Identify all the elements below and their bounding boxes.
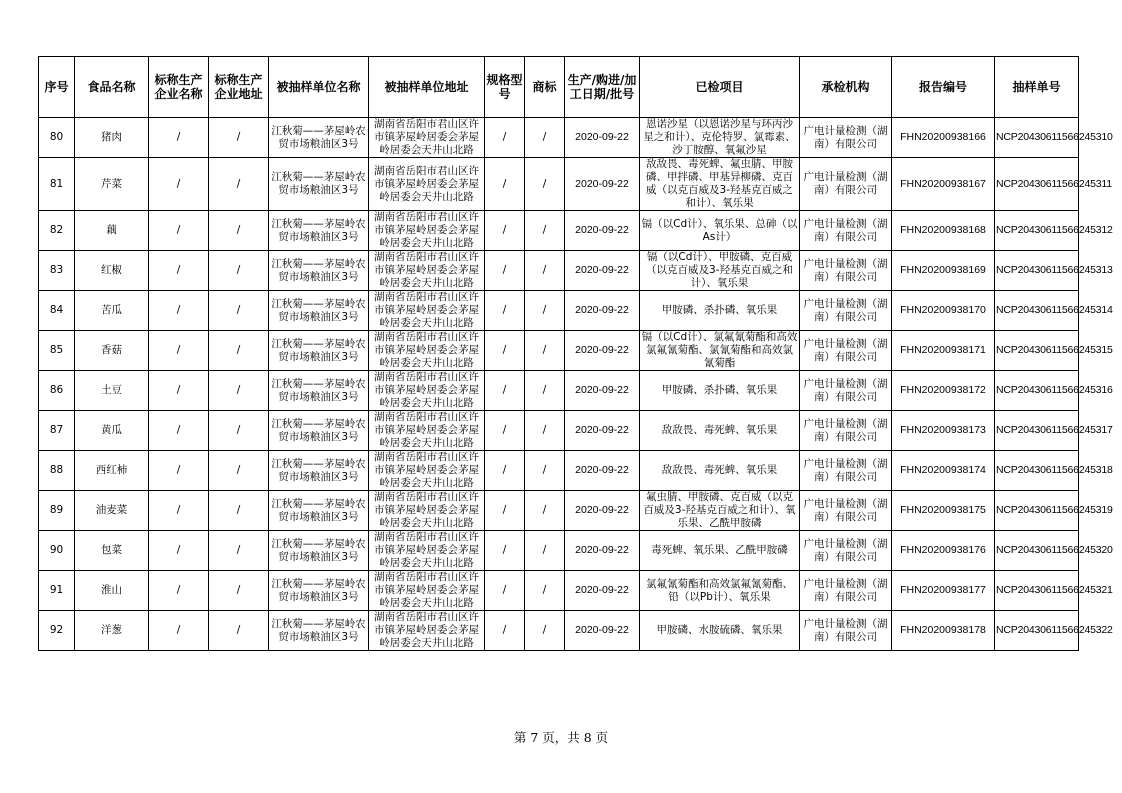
cell-food: 猪肉 <box>75 118 149 158</box>
table-row <box>39 211 1079 251</box>
cell-date: 2020-09-22 <box>565 291 640 331</box>
cell-report: FHN20200938172 <box>892 371 995 411</box>
cell-items: 甲胺磷、水胺硫磷、氧乐果 <box>640 611 800 651</box>
table-row <box>39 571 1079 611</box>
cell-sample: NCP20430611566245319 <box>995 491 1079 531</box>
header-food: 食品名称 <box>75 57 149 118</box>
cell-mfr-name: / <box>149 371 209 411</box>
cell-lab: 广电计量检测（湖南）有限公司 <box>800 491 892 531</box>
cell-brand: / <box>525 411 565 451</box>
cell-report: FHN20200938174 <box>892 451 995 491</box>
cell-brand: / <box>525 251 565 291</box>
cell-unit-addr: 湖南省岳阳市君山区许市镇茅屋岭居委会茅屋岭居委会天井山北路 <box>369 158 485 211</box>
cell-date: 2020-09-22 <box>565 411 640 451</box>
cell-report: FHN20200938176 <box>892 531 995 571</box>
cell-mfr-name: / <box>149 411 209 451</box>
table-row <box>39 118 1079 158</box>
cell-unit-name: 江秋菊——茅屋岭农贸市场粮油区3号 <box>269 571 369 611</box>
cell-mfr-name: / <box>149 118 209 158</box>
cell-mfr-addr: / <box>209 611 269 651</box>
cell-sample: NCP20430611566245316 <box>995 371 1079 411</box>
cell-spec: / <box>485 411 525 451</box>
table-row <box>39 331 1079 371</box>
cell-date: 2020-09-22 <box>565 331 640 371</box>
cell-food: 土豆 <box>75 371 149 411</box>
header-no: 序号 <box>39 57 75 118</box>
cell-unit-name: 江秋菊——茅屋岭农贸市场粮油区3号 <box>269 211 369 251</box>
cell-food: 淮山 <box>75 571 149 611</box>
cell-brand: / <box>525 371 565 411</box>
cell-mfr-addr: / <box>209 158 269 211</box>
cell-mfr-addr: / <box>209 251 269 291</box>
cell-date: 2020-09-22 <box>565 571 640 611</box>
cell-no: 91 <box>39 571 75 611</box>
cell-date: 2020-09-22 <box>565 491 640 531</box>
cell-sample: NCP20430611566245318 <box>995 451 1079 491</box>
cell-lab: 广电计量检测（湖南）有限公司 <box>800 158 892 211</box>
table-row <box>39 371 1079 411</box>
cell-date: 2020-09-22 <box>565 371 640 411</box>
cell-mfr-name: / <box>149 611 209 651</box>
cell-report: FHN20200938166 <box>892 118 995 158</box>
cell-unit-addr: 湖南省岳阳市君山区许市镇茅屋岭居委会茅屋岭居委会天井山北路 <box>369 411 485 451</box>
cell-no: 82 <box>39 211 75 251</box>
table-row <box>39 158 1079 211</box>
cell-unit-name: 江秋菊——茅屋岭农贸市场粮油区3号 <box>269 491 369 531</box>
cell-food: 包菜 <box>75 531 149 571</box>
cell-unit-name: 江秋菊——茅屋岭农贸市场粮油区3号 <box>269 531 369 571</box>
cell-brand: / <box>525 451 565 491</box>
cell-no: 85 <box>39 331 75 371</box>
table-row <box>39 491 1079 531</box>
cell-date: 2020-09-22 <box>565 451 640 491</box>
cell-no: 88 <box>39 451 75 491</box>
cell-unit-addr: 湖南省岳阳市君山区许市镇茅屋岭居委会茅屋岭居委会天井山北路 <box>369 251 485 291</box>
cell-report: FHN20200938175 <box>892 491 995 531</box>
cell-unit-addr: 湖南省岳阳市君山区许市镇茅屋岭居委会茅屋岭居委会天井山北路 <box>369 531 485 571</box>
cell-items: 甲胺磷、杀扑磷、氧乐果 <box>640 371 800 411</box>
inspection-table <box>38 56 1113 651</box>
cell-no: 92 <box>39 611 75 651</box>
cell-unit-name: 江秋菊——茅屋岭农贸市场粮油区3号 <box>269 251 369 291</box>
header-date: 生产/购进/加工日期/批号 <box>565 57 640 118</box>
cell-mfr-addr: / <box>209 118 269 158</box>
cell-mfr-addr: / <box>209 371 269 411</box>
cell-brand: / <box>525 118 565 158</box>
cell-mfr-name: / <box>149 531 209 571</box>
cell-no: 84 <box>39 291 75 331</box>
cell-food: 西红柿 <box>75 451 149 491</box>
cell-brand: / <box>525 611 565 651</box>
cell-no: 86 <box>39 371 75 411</box>
cell-no: 87 <box>39 411 75 451</box>
cell-spec: / <box>485 371 525 411</box>
cell-items: 甲胺磷、杀扑磷、氧乐果 <box>640 291 800 331</box>
cell-spec: / <box>485 118 525 158</box>
cell-lab: 广电计量检测（湖南）有限公司 <box>800 451 892 491</box>
cell-spec: / <box>485 451 525 491</box>
table-row <box>39 611 1079 651</box>
cell-mfr-addr: / <box>209 211 269 251</box>
cell-food: 油麦菜 <box>75 491 149 531</box>
header-brand: 商标 <box>525 57 565 118</box>
cell-report: FHN20200938177 <box>892 571 995 611</box>
cell-mfr-name: / <box>149 571 209 611</box>
cell-unit-addr: 湖南省岳阳市君山区许市镇茅屋岭居委会茅屋岭居委会天井山北路 <box>369 571 485 611</box>
cell-sample: NCP20430611566245314 <box>995 291 1079 331</box>
cell-spec: / <box>485 531 525 571</box>
cell-spec: / <box>485 571 525 611</box>
cell-mfr-name: / <box>149 331 209 371</box>
cell-brand: / <box>525 491 565 531</box>
cell-date: 2020-09-22 <box>565 211 640 251</box>
cell-report: FHN20200938170 <box>892 291 995 331</box>
cell-brand: / <box>525 571 565 611</box>
cell-sample: NCP20430611566245313 <box>995 251 1079 291</box>
cell-lab: 广电计量检测（湖南）有限公司 <box>800 571 892 611</box>
page-footer: 第 7 页，共 8 页 <box>513 730 609 745</box>
cell-sample: NCP20430611566245320 <box>995 531 1079 571</box>
cell-unit-addr: 湖南省岳阳市君山区许市镇茅屋岭居委会茅屋岭居委会天井山北路 <box>369 491 485 531</box>
cell-unit-addr: 湖南省岳阳市君山区许市镇茅屋岭居委会茅屋岭居委会天井山北路 <box>369 331 485 371</box>
cell-items: 镉（以Cd计）、氧乐果、总砷（以As计） <box>640 211 800 251</box>
cell-lab: 广电计量检测（湖南）有限公司 <box>800 291 892 331</box>
header-unit-addr: 被抽样单位地址 <box>369 57 485 118</box>
cell-spec: / <box>485 611 525 651</box>
header-sample: 抽样单号 <box>995 57 1079 118</box>
cell-food: 红椒 <box>75 251 149 291</box>
cell-brand: / <box>525 531 565 571</box>
cell-report: FHN20200938168 <box>892 211 995 251</box>
cell-report: FHN20200938169 <box>892 251 995 291</box>
cell-unit-name: 江秋菊——茅屋岭农贸市场粮油区3号 <box>269 291 369 331</box>
cell-no: 81 <box>39 158 75 211</box>
cell-items: 镉（以Cd计）、甲胺磷、克百威（以克百威及3-羟基克百威之和计）、氧乐果 <box>640 251 800 291</box>
cell-date: 2020-09-22 <box>565 531 640 571</box>
cell-report: FHN20200938171 <box>892 331 995 371</box>
cell-lab: 广电计量检测（湖南）有限公司 <box>800 411 892 451</box>
table-row <box>39 411 1079 451</box>
cell-sample: NCP20430611566245312 <box>995 211 1079 251</box>
cell-spec: / <box>485 331 525 371</box>
cell-food: 洋葱 <box>75 611 149 651</box>
cell-no: 90 <box>39 531 75 571</box>
cell-unit-name: 江秋菊——茅屋岭农贸市场粮油区3号 <box>269 411 369 451</box>
cell-mfr-name: / <box>149 211 209 251</box>
cell-sample: NCP20430611566245311 <box>995 158 1079 211</box>
header-report: 报告编号 <box>892 57 995 118</box>
cell-unit-name: 江秋菊——茅屋岭农贸市场粮油区3号 <box>269 158 369 211</box>
cell-unit-name: 江秋菊——茅屋岭农贸市场粮油区3号 <box>269 611 369 651</box>
cell-mfr-addr: / <box>209 571 269 611</box>
cell-food: 香菇 <box>75 331 149 371</box>
cell-items: 氟虫腈、甲胺磷、克百威（以克百威及3-羟基克百威之和计）、氧乐果、乙酰甲胺磷 <box>640 491 800 531</box>
cell-brand: / <box>525 331 565 371</box>
header-unit-name: 被抽样单位名称 <box>269 57 369 118</box>
cell-items: 恩诺沙星（以恩诺沙星与环丙沙星之和计）、克伦特罗、氯霉素、沙丁胺醇、氧氟沙星 <box>640 118 800 158</box>
cell-food: 苦瓜 <box>75 291 149 331</box>
cell-lab: 广电计量检测（湖南）有限公司 <box>800 611 892 651</box>
header-mfr-name: 标称生产企业名称 <box>149 57 209 118</box>
cell-no: 89 <box>39 491 75 531</box>
cell-lab: 广电计量检测（湖南）有限公司 <box>800 251 892 291</box>
table-header-row <box>39 57 1079 118</box>
cell-mfr-name: / <box>149 451 209 491</box>
cell-report: FHN20200938178 <box>892 611 995 651</box>
cell-lab: 广电计量检测（湖南）有限公司 <box>800 331 892 371</box>
cell-date: 2020-09-22 <box>565 251 640 291</box>
cell-mfr-addr: / <box>209 491 269 531</box>
cell-food: 藕 <box>75 211 149 251</box>
cell-mfr-name: / <box>149 251 209 291</box>
cell-unit-name: 江秋菊——茅屋岭农贸市场粮油区3号 <box>269 331 369 371</box>
cell-brand: / <box>525 291 565 331</box>
cell-no: 83 <box>39 251 75 291</box>
header-items: 已检项目 <box>640 57 800 118</box>
cell-mfr-name: / <box>149 158 209 211</box>
cell-items: 毒死蜱、氧乐果、乙酰甲胺磷 <box>640 531 800 571</box>
cell-date: 2020-09-22 <box>565 158 640 211</box>
cell-report: FHN20200938173 <box>892 411 995 451</box>
cell-unit-name: 江秋菊——茅屋岭农贸市场粮油区3号 <box>269 451 369 491</box>
cell-unit-addr: 湖南省岳阳市君山区许市镇茅屋岭居委会茅屋岭居委会天井山北路 <box>369 118 485 158</box>
cell-date: 2020-09-22 <box>565 118 640 158</box>
cell-unit-addr: 湖南省岳阳市君山区许市镇茅屋岭居委会茅屋岭居委会天井山北路 <box>369 451 485 491</box>
cell-food: 黄瓜 <box>75 411 149 451</box>
cell-spec: / <box>485 158 525 211</box>
cell-spec: / <box>485 251 525 291</box>
cell-sample: NCP20430611566245322 <box>995 611 1079 651</box>
cell-date: 2020-09-22 <box>565 611 640 651</box>
cell-spec: / <box>485 491 525 531</box>
cell-mfr-name: / <box>149 491 209 531</box>
cell-mfr-addr: / <box>209 291 269 331</box>
cell-unit-addr: 湖南省岳阳市君山区许市镇茅屋岭居委会茅屋岭居委会天井山北路 <box>369 611 485 651</box>
cell-items: 氯氟氰菊酯和高效氯氟氰菊酯、铅（以Pb计）、氧乐果 <box>640 571 800 611</box>
cell-mfr-addr: / <box>209 531 269 571</box>
cell-brand: / <box>525 158 565 211</box>
cell-mfr-addr: / <box>209 331 269 371</box>
table-row <box>39 531 1079 571</box>
table-row <box>39 451 1079 491</box>
cell-unit-name: 江秋菊——茅屋岭农贸市场粮油区3号 <box>269 118 369 158</box>
cell-lab: 广电计量检测（湖南）有限公司 <box>800 118 892 158</box>
header-spec: 规格型号 <box>485 57 525 118</box>
cell-items: 敌敌畏、毒死蜱、氟虫腈、甲胺磷、甲拌磷、甲基异柳磷、克百威（以克百威及3-羟基克百威之和计）、氧乐果 <box>640 158 800 211</box>
cell-items: 敌敌畏、毒死蜱、氧乐果 <box>640 451 800 491</box>
cell-sample: NCP20430611566245317 <box>995 411 1079 451</box>
cell-brand: / <box>525 211 565 251</box>
cell-unit-addr: 湖南省岳阳市君山区许市镇茅屋岭居委会茅屋岭居委会天井山北路 <box>369 291 485 331</box>
cell-food: 芹菜 <box>75 158 149 211</box>
table-row <box>39 251 1079 291</box>
cell-mfr-name: / <box>149 291 209 331</box>
cell-unit-addr: 湖南省岳阳市君山区许市镇茅屋岭居委会茅屋岭居委会天井山北路 <box>369 371 485 411</box>
cell-spec: / <box>485 211 525 251</box>
cell-items: 镉（以Cd计）、氯氟氰菊酯和高效氯氟氰菊酯、氯氰菊酯和高效氯氰菊酯 <box>640 331 800 371</box>
cell-items: 敌敌畏、毒死蜱、氧乐果 <box>640 411 800 451</box>
cell-mfr-addr: / <box>209 411 269 451</box>
cell-lab: 广电计量检测（湖南）有限公司 <box>800 371 892 411</box>
table-row <box>39 291 1079 331</box>
cell-lab: 广电计量检测（湖南）有限公司 <box>800 531 892 571</box>
cell-sample: NCP20430611566245310 <box>995 118 1079 158</box>
cell-mfr-addr: / <box>209 451 269 491</box>
cell-lab: 广电计量检测（湖南）有限公司 <box>800 211 892 251</box>
cell-sample: NCP20430611566245321 <box>995 571 1079 611</box>
header-lab: 承检机构 <box>800 57 892 118</box>
cell-spec: / <box>485 291 525 331</box>
header-mfr-addr: 标称生产企业地址 <box>209 57 269 118</box>
cell-report: FHN20200938167 <box>892 158 995 211</box>
cell-unit-name: 江秋菊——茅屋岭农贸市场粮油区3号 <box>269 371 369 411</box>
cell-no: 80 <box>39 118 75 158</box>
cell-unit-addr: 湖南省岳阳市君山区许市镇茅屋岭居委会茅屋岭居委会天井山北路 <box>369 211 485 251</box>
cell-sample: NCP20430611566245315 <box>995 331 1079 371</box>
